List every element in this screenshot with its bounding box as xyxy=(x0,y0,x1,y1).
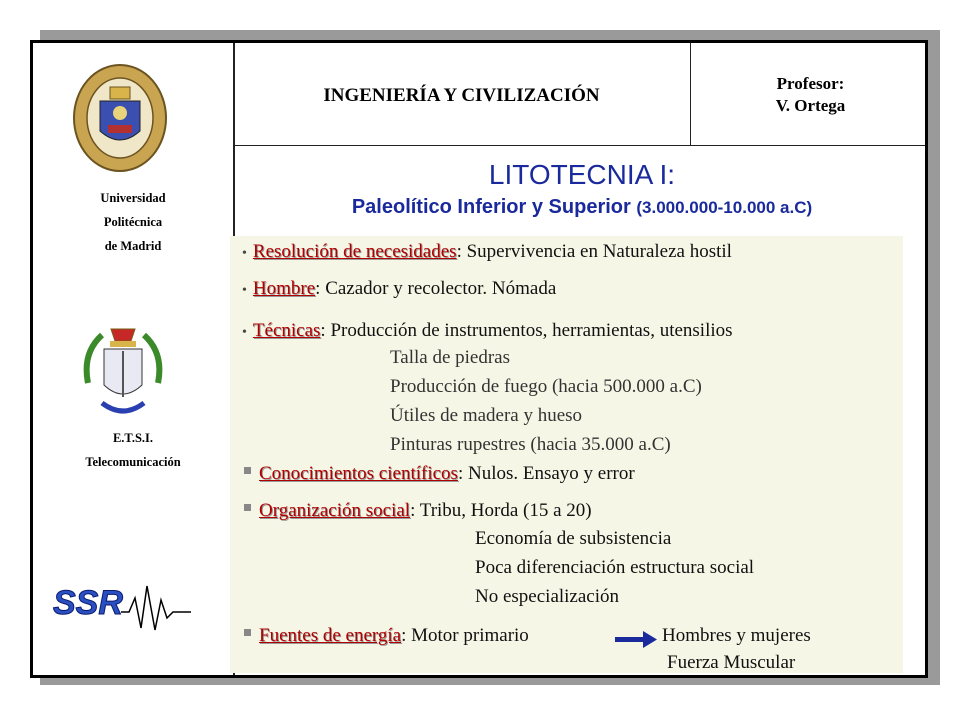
item-text: : Tribu, Horda (15 a 20) xyxy=(410,500,592,521)
university-line-3: de Madrid xyxy=(104,239,162,253)
university-name xyxy=(33,186,233,258)
item-key: Fuentes de energía xyxy=(259,625,402,646)
svg-text:SSR: SSR xyxy=(53,584,123,622)
school-line-1: E.T.S.I. xyxy=(112,431,154,445)
list-item xyxy=(242,278,556,300)
university-seal-icon xyxy=(72,63,168,173)
ssr-logo-icon xyxy=(51,578,191,638)
item-key: Resolución de necesidades xyxy=(252,241,457,262)
item-detail: No especialización xyxy=(475,586,620,607)
item-detail: Fuerza Muscular xyxy=(667,652,796,673)
slide-title: LITOTECNIA I: xyxy=(488,159,676,190)
slide-subtitle-text: Paleolítico Inferior y Superior xyxy=(351,196,631,218)
item-key: Hombre xyxy=(252,278,316,299)
item-detail: Útiles de madera y hueso xyxy=(390,405,583,426)
item-text: : Cazador y recolector. Nómada xyxy=(315,278,557,299)
school-name xyxy=(33,426,233,474)
university-line-1: Universidad xyxy=(100,191,166,205)
arrow-text: Hombres y mujeres xyxy=(662,625,811,646)
square-bullet-icon xyxy=(244,629,251,636)
bullet-icon: • xyxy=(242,283,247,298)
item-text: : Motor primario xyxy=(401,625,529,646)
slide-subtitle xyxy=(233,196,931,219)
school-crest-icon xyxy=(78,323,168,423)
item-detail: Economía de subsistencia xyxy=(475,528,672,549)
item-key: Conocimientos científicos xyxy=(259,463,458,484)
list-item xyxy=(244,500,592,522)
slide-frame xyxy=(30,40,928,678)
item-key: Organización social xyxy=(259,500,411,521)
item-detail: Producción de fuego (hacia 500.000 a.C) xyxy=(390,376,702,397)
slide-subtitle-years: (3.000.000-10.000 a.C) xyxy=(636,198,813,217)
bullet-icon: • xyxy=(242,246,247,261)
item-detail: Talla de piedras xyxy=(390,347,511,368)
list-item xyxy=(242,320,733,342)
school-line-2: Telecomunicación xyxy=(85,455,181,469)
item-key: Técnicas xyxy=(252,320,321,341)
square-bullet-icon xyxy=(244,467,251,474)
divider-header xyxy=(690,43,691,145)
bullet-icon: • xyxy=(242,325,247,340)
university-line-2: Politécnica xyxy=(103,215,163,229)
item-text: : Supervivencia en Naturaleza hostil xyxy=(456,241,732,262)
content-panel xyxy=(230,236,903,673)
item-text: : Producción de instrumentos, herramientas, utensilios xyxy=(320,320,733,341)
item-detail: Pinturas rupestres (hacia 35.000 a.C) xyxy=(390,434,671,455)
item-detail: Poca diferenciación estructura social xyxy=(475,557,755,578)
professor-name: V. Ortega xyxy=(775,96,846,115)
list-item xyxy=(242,241,732,263)
list-item xyxy=(244,463,635,485)
course-title: INGENIERÍA Y CIVILIZACIÓN xyxy=(323,85,600,106)
professor-block xyxy=(693,73,928,117)
professor-label: Profesor: xyxy=(776,74,845,93)
list-item xyxy=(244,625,529,647)
divider-horizontal xyxy=(233,145,925,146)
item-text: : Nulos. Ensayo y error xyxy=(457,463,635,484)
arrow-right-icon xyxy=(615,630,657,648)
square-bullet-icon xyxy=(244,504,251,511)
